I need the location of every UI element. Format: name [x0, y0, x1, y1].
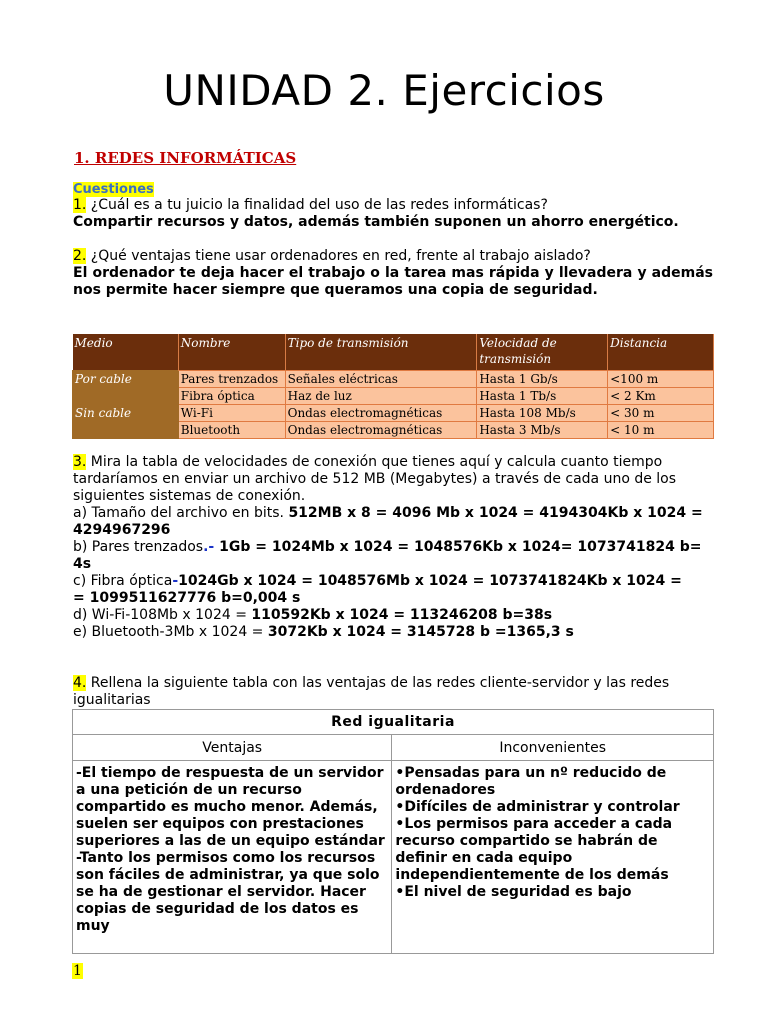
question-1	[73, 197, 713, 231]
ventajas-text: -El tiempo de respuesta de un servidor a una petición de un recurso compartido es mucho menor. Además, suelen ser equipos con prestaciones superiores a las de un equipo estándar -Tanto los permisos como los recursos son fáciles de administrar, ya que solo se ha de gestionar el servidor. Hacer copias de seguridad de los datos es muy	[76, 765, 385, 934]
answer-3a-value: 512MB x 8 = 4096 Mb x 1024 = 4194304Kb x 1024 = 4294967296	[73, 505, 703, 538]
ventajas-header: Ventajas	[73, 735, 392, 761]
medio-sin-cable: Sin cable	[73, 405, 179, 439]
table-row	[73, 405, 714, 422]
table-cell: < 10 m	[608, 422, 714, 439]
answer-3b-label: b) Pares trenzados	[73, 539, 204, 555]
section-heading: 1. REDES INFORMÁTICAS	[74, 149, 297, 167]
answer-3a-label: a) Tamaño del archivo en bits.	[73, 505, 289, 521]
table-cell: Hasta 108 Mb/s	[477, 405, 608, 422]
table-cell: Ondas electromagnéticas	[285, 405, 477, 422]
question-4-number: 4.	[73, 675, 87, 691]
header-distancia: Distancia	[608, 334, 714, 371]
answer-3b	[73, 539, 713, 573]
answer-3c	[73, 573, 713, 590]
answer-3c-label: c) Fibra óptica	[73, 573, 173, 589]
table-header-row	[73, 334, 714, 371]
header-nombre: Nombre	[178, 334, 285, 371]
question-2-number: 2.	[73, 248, 87, 264]
ventajas-cell	[73, 761, 392, 954]
table-cell: Fibra óptica	[178, 388, 285, 405]
inconveniente-item: •Difíciles de administrar y controlar	[395, 799, 680, 815]
answer-3d-label: d) Wi-Fi-108Mb x 1024 =	[73, 607, 252, 623]
table-cell: Hasta 1 Gb/s	[477, 371, 608, 388]
table-cell: <100 m	[608, 371, 714, 388]
inconveniente-item: •El nivel de seguridad es bajo	[395, 884, 632, 900]
red-igualitaria-table	[72, 709, 714, 954]
table-cell: Señales eléctricas	[285, 371, 477, 388]
page-number: 1	[73, 963, 82, 979]
medio-cable: Por cable	[73, 371, 179, 405]
answer-3e-label: e) Bluetooth-3Mb x 1024 =	[73, 624, 268, 640]
table2-title: Red igualitaria	[73, 710, 714, 735]
inconveniente-item: •Los permisos para acceder a cada recurso compartido se habrán de definir en cada equipo independientemente de los demás	[395, 816, 673, 883]
question-3	[73, 454, 713, 641]
header-tipo: Tipo de transmisión	[285, 334, 477, 371]
header-medio: Medio	[73, 334, 179, 371]
page-title: UNIDAD 2. Ejercicios	[163, 66, 605, 115]
question-4-text: Rellena la siguiente tabla con las ventajas de las redes cliente-servidor y las redes igualitarias	[73, 675, 670, 708]
question-1-text: ¿Cuál es a tu juicio la finalidad del uso de las redes informáticas?	[86, 197, 548, 213]
inconveniente-item: •Pensadas para un nº reducido de ordenadores	[395, 765, 667, 798]
question-1-number: 1.	[73, 197, 87, 213]
answer-3b-dash: .-	[203, 539, 220, 555]
table-cell: < 30 m	[608, 405, 714, 422]
question-2	[73, 248, 713, 299]
table-cell: Pares trenzados	[178, 371, 285, 388]
cuestiones-label: Cuestiones	[73, 182, 154, 197]
inconvenientes-header: Inconvenientes	[392, 735, 714, 761]
answer-3d-value: 110592Kb x 1024 = 113246208 b=38s	[251, 607, 553, 623]
question-3-text: Mira la tabla de velocidades de conexión que tienes aquí y calcula cuanto tiempo tardaríamos en enviar un archivo de 512 MB (Megabytes) a través de cada uno de los siguientes sistemas de conexión.	[73, 454, 677, 504]
answer-3e	[73, 624, 713, 641]
answer-3c-value: 1024Gb x 1024 = 1048576Mb x 1024 = 1073741824Kb x 1024 =	[178, 573, 682, 589]
answer-3d	[73, 607, 713, 624]
question-3-number: 3.	[73, 454, 87, 470]
answer-3c-dash: -	[172, 573, 179, 589]
transmission-media-table	[72, 334, 714, 439]
table-cell: < 2 Km	[608, 388, 714, 405]
table-cell: Wi-Fi	[178, 405, 285, 422]
answer-3e-value: 3072Kb x 1024 = 3145728 b =1365,3 s	[267, 624, 574, 640]
answer-3b-value: 1Gb = 1024Mb x 1024 = 1048576Kb x 1024= 1073741824 b= 4s	[73, 539, 702, 572]
table-cell: Ondas electromagnéticas	[285, 422, 477, 439]
answer-2: El ordenador te deja hacer el trabajo o la tarea mas rápida y llevadera y además nos permite hacer siempre que queramos una copia de seguridad.	[73, 265, 713, 298]
table-cell: Haz de luz	[285, 388, 477, 405]
answer-1: Compartir recursos y datos, además también suponen un ahorro energético.	[73, 214, 679, 230]
header-velocidad: Velocidad de transmisión	[477, 334, 608, 371]
inconvenientes-cell	[392, 761, 714, 954]
table-cell: Hasta 3 Mb/s	[477, 422, 608, 439]
question-4	[73, 675, 713, 709]
table-row	[73, 371, 714, 388]
table-cell: Bluetooth	[178, 422, 285, 439]
answer-3c-result: = 1099511627776 b=0,004 s	[73, 590, 301, 606]
question-2-text: ¿Qué ventajas tiene usar ordenadores en red, frente al trabajo aislado?	[86, 248, 591, 264]
table-cell: Hasta 1 Tb/s	[477, 388, 608, 405]
answer-3a	[73, 505, 713, 539]
